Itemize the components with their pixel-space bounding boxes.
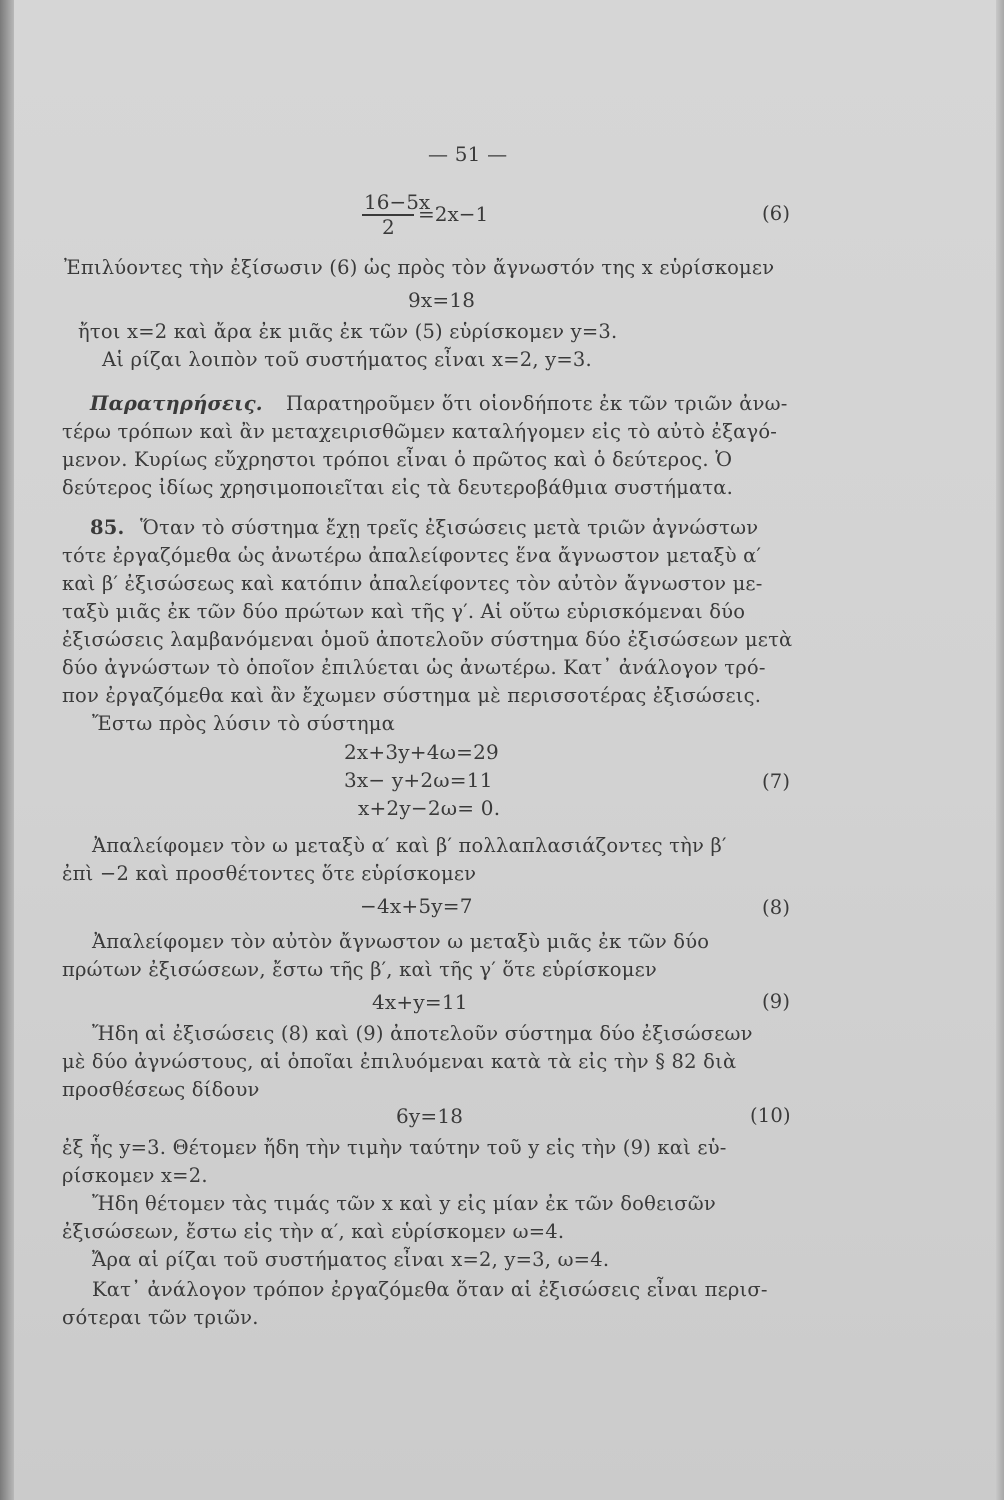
equation-line: x+2y−2ω= 0. [358, 796, 501, 820]
page-number: — 51 — [428, 142, 508, 166]
equation-label: (6) [762, 202, 791, 225]
text-line: πρώτων ἐξισώσεων, ἔστω τῆς β′, καὶ τῆς γ′ ὅτε εὑρίσκομεν [62, 958, 657, 981]
text-line: ἤτοι x=2 καὶ ἄρα ἐκ μιᾶς ἐκ τῶν (5) εὑρίσκομεν y=3. [78, 320, 618, 343]
text-line: Ὅταν τὸ σύστημα ἔχῃ τρεῖς ἐξισώσεις μετὰ τριῶν ἀγνώστων [140, 516, 759, 539]
equation-line: 2x+3y+4ω=29 [344, 740, 499, 764]
fraction-denominator: 2 [382, 215, 395, 239]
equation-label: (10) [750, 1104, 791, 1127]
text-line: Παρατηροῦμεν ὅτι οἱονδήποτε ἐκ τῶν τριῶν ἀνω- [286, 392, 788, 415]
text-line: Κατ᾽ ἀνάλογον τρόπον ἐργαζόμεθα ὅταν αἱ ἐξισώσεις εἶναι περισ- [92, 1278, 768, 1301]
equation-label: (9) [762, 990, 791, 1013]
text-line: Ἤδη αἱ ἐξισώσεις (8) καὶ (9) ἀποτελοῦν σύστημα δύο ἐξισώσεων [92, 1022, 753, 1045]
equation-line: −4x+5y=7 [360, 894, 473, 918]
text-line: πον ἐργαζόμεθα καὶ ἂν ἔχωμεν σύστημα μὲ περισσοτέρας ἐξισώσεις. [62, 684, 762, 707]
text-line: ἐξισώσεις λαμβανόμεναι ὁμοῦ ἀποτελοῦν σύστημα δύο ἐξισώσεων μετὰ [62, 628, 793, 651]
text-line: δύο ἀγνώστων τὸ ὁποῖον ἐπιλύεται ὡς ἀνωτέρω. Κατ᾽ ἀνάλογον τρό- [62, 656, 766, 679]
text-line: ἐξισώσεων, ἔστω εἰς τὴν α′, καὶ εὑρίσκομεν ω=4. [62, 1220, 565, 1243]
equation-label: (7) [762, 770, 791, 793]
fraction-numerator: 16−5x [364, 190, 431, 214]
text-line: σότεραι τῶν τριῶν. [62, 1306, 259, 1329]
text-line: Ἔστω πρὸς λύσιν τὸ σύστημα [92, 712, 395, 735]
text-line: ἐπὶ −2 καὶ προσθέτοντες ὅτε εὑρίσκομεν [62, 862, 477, 885]
equation-line: 9x=18 [408, 288, 476, 312]
text-line: Ἄρα αἱ ρίζαι τοῦ συστήματος εἶναι x=2, y=3, ω=4. [92, 1248, 610, 1271]
equation-line: 4x+y=11 [372, 990, 468, 1014]
section-heading: Παρατηρήσεις. [90, 392, 263, 415]
text-line: Ἐπιλύοντες τὴν ἐξίσωσιν (6) ὡς πρὸς τὸν ἄγνωστόν της x εὑρίσκομεν [64, 256, 775, 279]
text-line: Ἤδη θέτομεν τὰς τιμάς τῶν x καὶ y εἰς μίαν ἐκ τῶν δοθεισῶν [92, 1192, 716, 1215]
equation-label: (8) [762, 896, 791, 919]
equation-line: 3x− y+2ω=11 [344, 768, 493, 792]
page-spine-shadow [0, 0, 14, 1500]
page-edge-shadow [996, 0, 1004, 1500]
text-line: μενον. Κυρίως εὔχρηστοι τρόποι εἶναι ὁ πρῶτος καὶ ὁ δεύτερος. Ὁ [62, 448, 733, 471]
text-line: Ἀπαλείφομεν τὸν αὐτὸν ἄγνωστον ω μεταξὺ μιᾶς ἐκ τῶν δύο [92, 930, 710, 953]
text-line: Ἀπαλείφομεν τὸν ω μεταξὺ α′ καὶ β′ πολλαπλασιάζοντες τὴν β′ [92, 834, 727, 857]
text-line: ρίσκομεν x=2. [62, 1164, 208, 1187]
fraction-equation [360, 190, 560, 242]
fraction-rhs: =2x−1 [418, 202, 489, 226]
text-line: καὶ β′ ἐξισώσεως καὶ κατόπιν ἀπαλείφοντες τὸν αὐτὸν ἄγνωστον με- [62, 572, 763, 595]
text-line: προσθέσεως δίδουν [62, 1078, 260, 1101]
equation-line: 6y=18 [396, 1104, 464, 1128]
text-line: τέρω τρόπων καὶ ἂν μεταχειρισθῶμεν καταλήγομεν εἰς τὸ αὐτὸ ἐξαγό- [62, 420, 778, 443]
text-line: δεύτερος ἰδίως χρησιμοποιεῖται εἰς τὰ δευτεροβάθμια συστήματα. [62, 476, 734, 499]
text-line: τότε ἐργαζόμεθα ὡς ἀνωτέρω ἀπαλείφοντες ἕνα ἄγνωστον μεταξὺ α′ [62, 544, 762, 567]
text-line: ἐξ ἧς y=3. Θέτομεν ἤδη τὴν τιμὴν ταύτην τοῦ y εἰς τὴν (9) καὶ εὑ- [62, 1136, 727, 1159]
paragraph-number: 85. [90, 516, 125, 539]
text-line: μὲ δύο ἀγνώστους, αἱ ὁποῖαι ἐπιλυόμεναι κατὰ τὰ εἰς τὴν § 82 διὰ [62, 1050, 737, 1073]
text-line: ταξὺ μιᾶς ἐκ τῶν δύο πρώτων καὶ τῆς γ′. Αἱ οὕτω εὑρισκόμεναι δύο [62, 600, 746, 623]
text-line: Αἱ ρίζαι λοιπὸν τοῦ συστήματος εἶναι x=2, y=3. [102, 348, 592, 371]
